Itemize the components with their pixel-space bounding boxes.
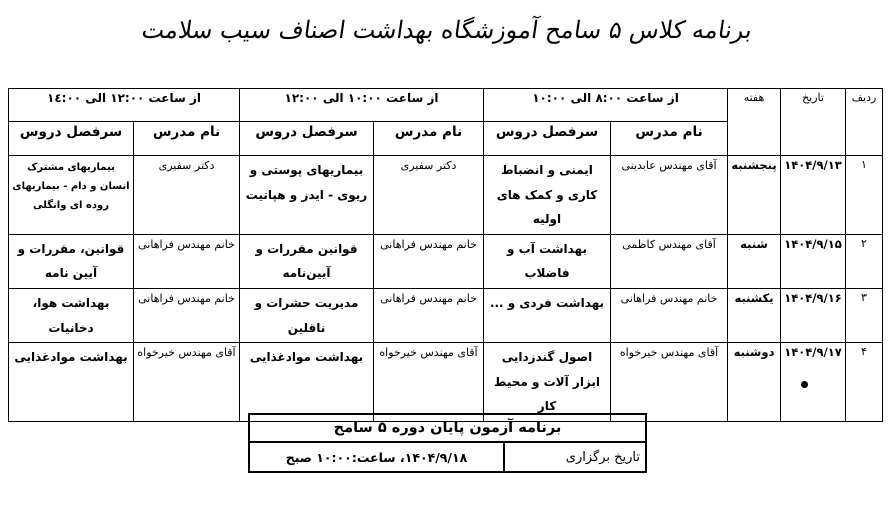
table-row <box>9 288 883 342</box>
exam-date-label: تاریخ برگزاری <box>504 442 646 472</box>
date-cell: ۱۴۰۴/۹/۱۵ <box>781 234 846 288</box>
date-cell: ۱۴۰۴/۹/۱۶ <box>781 288 846 342</box>
header-teacher-2: نام مدرس <box>374 122 484 156</box>
teacher-cell: آقای مهندس خیرخواه <box>374 343 484 422</box>
table-row <box>9 156 883 235</box>
topic-cell: بهداشت موادغذایی <box>9 343 134 422</box>
header-teacher-3: نام مدرس <box>134 122 240 156</box>
header-timeslot-2: از ساعت ١٠:٠٠ الی ١٢:٠٠ <box>240 89 484 122</box>
topic-cell: قوانین مقررات و آیین‌نامه <box>240 234 374 288</box>
teacher-cell: آقای مهندس کاظمی <box>611 234 728 288</box>
teacher-cell: خانم مهندس فراهانی <box>374 234 484 288</box>
teacher-cell: دکتر سفیری <box>374 156 484 235</box>
header-weekday: هفته <box>728 89 781 156</box>
table-row <box>9 343 883 422</box>
teacher-cell: خانم مهندس فراهانی <box>611 288 728 342</box>
topic-cell: اصول گندزدایی ابزار آلات و محیط کار <box>484 343 611 422</box>
row-number-cell: ۱ <box>846 156 883 235</box>
exam-date-row <box>249 442 646 472</box>
table-row <box>9 234 883 288</box>
row-number-cell: ۲ <box>846 234 883 288</box>
header-row-number: ردیف <box>846 89 883 156</box>
teacher-cell: آقای مهندس عابدینی <box>611 156 728 235</box>
row-number-cell: ۳ <box>846 288 883 342</box>
topic-cell: بیماریهای پوستی و ریوی - ایدز و هپاتیت <box>240 156 374 235</box>
topic-cell: مدیریت حشرات و ناقلین <box>240 288 374 342</box>
teacher-cell: خانم مهندس فراهانی <box>134 288 240 342</box>
weekday-cell: شنبه <box>728 234 781 288</box>
header-topics-2: سرفصل دروس <box>240 122 374 156</box>
schedule-table <box>8 88 883 422</box>
header-timeslot-3: از ساعت ١٢:٠٠ الی ١٤:٠٠ <box>9 89 240 122</box>
topic-cell: بهداشت فردی و ... <box>484 288 611 342</box>
weekday-cell: پنجشنبه <box>728 156 781 235</box>
teacher-cell: دکتر سفیری <box>134 156 240 235</box>
exam-title: برنامه آزمون پایان دوره ۵ سامح <box>249 414 646 442</box>
weekday-cell: یکشنبه <box>728 288 781 342</box>
topic-cell: قوانین، مقررات و آیین نامه <box>9 234 134 288</box>
teacher-cell: خانم مهندس فراهانی <box>374 288 484 342</box>
topic-cell: بهداشت آب و فاضلاب <box>484 234 611 288</box>
exam-table <box>248 413 647 473</box>
header-topics-3: سرفصل دروس <box>9 122 134 156</box>
header-date: تاریخ <box>781 89 846 156</box>
weekday-cell: دوشنبه <box>728 343 781 422</box>
page-title: برنامه کلاس ۵ سامح آموزشگاه بهداشت اصناف سیب سلامت <box>138 16 752 44</box>
header-row-time <box>9 89 883 122</box>
topic-cell: بهداشت هوا، دخانیات <box>9 288 134 342</box>
teacher-cell: آقای مهندس خیرخواه <box>611 343 728 422</box>
header-teacher-1: نام مدرس <box>611 122 728 156</box>
header-topics-1: سرفصل دروس <box>484 122 611 156</box>
date-cell: ۱۴۰۴/۹/۱۳ <box>781 156 846 235</box>
exam-title-row <box>249 414 646 442</box>
date-cell: ۱۴۰۴/۹/۱۷ <box>781 343 846 422</box>
teacher-cell: خانم مهندس فراهانی <box>134 234 240 288</box>
topic-cell: بهداشت موادغذایی <box>240 343 374 422</box>
header-timeslot-1: از ساعت ٨:٠٠ الی ١٠:٠٠ <box>484 89 728 122</box>
bullet-point <box>801 381 808 388</box>
topic-cell: بیماریهای مشترک انسان و دام - بیماریهای روده ای وانگلی <box>9 156 134 235</box>
teacher-cell: آقای مهندس خیرخواه <box>134 343 240 422</box>
row-number-cell: ۴ <box>846 343 883 422</box>
exam-date-value: ۱۴۰۴/۹/۱۸، ساعت:۱۰:۰۰ صبح <box>249 442 504 472</box>
topic-cell: ایمنی و انضباط کاری و کمک های اولیه <box>484 156 611 235</box>
